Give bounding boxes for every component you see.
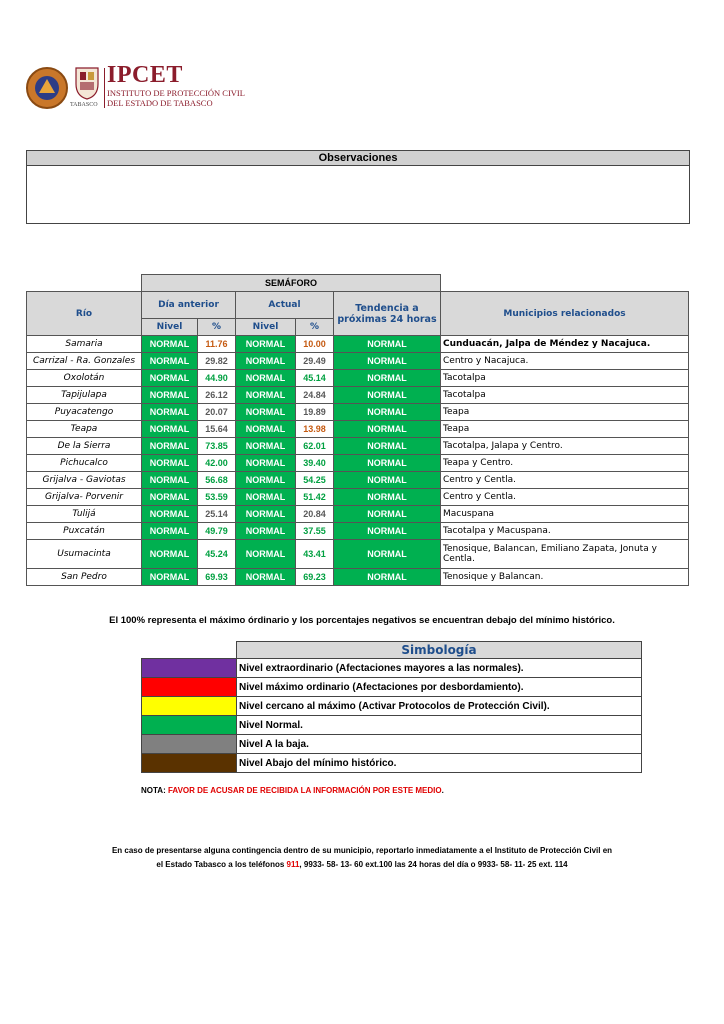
legend-swatch <box>142 754 237 773</box>
org-name-line2: DEL ESTADO DE TABASCO <box>107 98 213 108</box>
pct-anterior: 20.07 <box>198 404 236 421</box>
tendencia: NORMAL <box>334 569 441 586</box>
pct-actual: 69.23 <box>296 569 334 586</box>
table-row <box>27 421 689 438</box>
table-row <box>27 404 689 421</box>
legend-row <box>142 697 642 716</box>
pct-actual: 29.49 <box>296 353 334 370</box>
municipios: Teapa y Centro. <box>441 455 689 472</box>
nivel-anterior: NORMAL <box>142 472 198 489</box>
table-row <box>27 472 689 489</box>
legend-label: Nivel Normal. <box>237 716 642 735</box>
observaciones-title: Observaciones <box>27 151 689 166</box>
col-rio: Río <box>27 292 142 336</box>
pct-actual: 43.41 <box>296 540 334 569</box>
municipios: Centro y Centla. <box>441 489 689 506</box>
pct-actual: 20.84 <box>296 506 334 523</box>
legend-swatch <box>142 678 237 697</box>
table-row <box>27 387 689 404</box>
nota-text: FAVOR DE ACUSAR DE RECIBIDA LA INFORMACIÓN POR ESTE MEDIO <box>167 786 442 795</box>
semaforo-table <box>26 274 689 586</box>
simbologia-title: Simbología <box>237 642 642 659</box>
proteccion-civil-logo <box>26 67 68 109</box>
tendencia: NORMAL <box>334 523 441 540</box>
municipios: Tacotalpa <box>441 387 689 404</box>
observaciones-box <box>26 150 690 224</box>
river-name: Grijalva- Porvenir <box>27 489 142 506</box>
pct-anterior: 73.85 <box>198 438 236 455</box>
nivel-actual: NORMAL <box>236 353 296 370</box>
pct-actual: 24.84 <box>296 387 334 404</box>
pct-actual: 51.42 <box>296 489 334 506</box>
table-row <box>27 438 689 455</box>
legend-label: Nivel A la baja. <box>237 735 642 754</box>
footer-line2 <box>0 860 724 869</box>
legend-row <box>142 659 642 678</box>
pct-anterior: 26.12 <box>198 387 236 404</box>
nota-line <box>141 786 444 795</box>
municipios: Tacotalpa <box>441 370 689 387</box>
river-name: Tapijulapa <box>27 387 142 404</box>
pct-anterior: 56.68 <box>198 472 236 489</box>
tendencia: NORMAL <box>334 438 441 455</box>
semaforo-title: SEMÁFORO <box>142 275 441 292</box>
tendencia: NORMAL <box>334 455 441 472</box>
table-row <box>27 506 689 523</box>
legend-swatch <box>142 697 237 716</box>
pct-anterior: 69.93 <box>198 569 236 586</box>
shield-label: TABASCO <box>70 102 98 108</box>
sub-nivel-ant: Nivel <box>142 319 198 336</box>
pct-anterior: 25.14 <box>198 506 236 523</box>
pct-actual: 10.00 <box>296 336 334 353</box>
pct-actual: 37.55 <box>296 523 334 540</box>
tendencia: NORMAL <box>334 540 441 569</box>
pct-anterior: 49.79 <box>198 523 236 540</box>
legend-row <box>142 678 642 697</box>
pct-anterior: 29.82 <box>198 353 236 370</box>
legend-swatch <box>142 716 237 735</box>
nivel-actual: NORMAL <box>236 404 296 421</box>
simbologia-table <box>141 641 642 773</box>
nivel-actual: NORMAL <box>236 370 296 387</box>
col-dia-anterior: Día anterior <box>142 292 236 319</box>
river-name: Teapa <box>27 421 142 438</box>
nivel-actual: NORMAL <box>236 569 296 586</box>
pct-actual: 19.89 <box>296 404 334 421</box>
footer-line1: En caso de presentarse alguna contingencia dentro de su municipio, reportarlo inmediatamente a el Instituto de Protección Civil en <box>111 846 613 855</box>
nivel-anterior: NORMAL <box>142 353 198 370</box>
tabasco-shield-icon <box>74 64 100 100</box>
municipios: Tacotalpa, Jalapa y Centro. <box>441 438 689 455</box>
municipios: Macuspana <box>441 506 689 523</box>
nivel-anterior: NORMAL <box>142 540 198 569</box>
nivel-anterior: NORMAL <box>142 506 198 523</box>
pct-anterior: 42.00 <box>198 455 236 472</box>
legend-label: Nivel extraordinario (Afectaciones mayores a las normales). <box>237 659 642 678</box>
legend-row <box>142 754 642 773</box>
pct-anterior: 45.24 <box>198 540 236 569</box>
nivel-actual: NORMAL <box>236 506 296 523</box>
emergency-number: 911 <box>286 860 300 869</box>
river-name: De la Sierra <box>27 438 142 455</box>
nivel-actual: NORMAL <box>236 336 296 353</box>
col-actual: Actual <box>236 292 334 319</box>
nivel-anterior: NORMAL <box>142 569 198 586</box>
pct-anterior: 11.76 <box>198 336 236 353</box>
table-row <box>27 523 689 540</box>
legend-swatch <box>142 735 237 754</box>
legend-row <box>142 716 642 735</box>
pct-actual: 54.25 <box>296 472 334 489</box>
pct-actual: 13.98 <box>296 421 334 438</box>
legend-swatch <box>142 659 237 678</box>
legend-label: Nivel máximo ordinario (Afectaciones por desbordamiento). <box>237 678 642 697</box>
org-name-line1: INSTITUTO DE PROTECCIÓN CIVIL <box>107 88 245 98</box>
river-name: Pichucalco <box>27 455 142 472</box>
pct-anterior: 44.90 <box>198 370 236 387</box>
municipios: Centro y Centla. <box>441 472 689 489</box>
nivel-anterior: NORMAL <box>142 421 198 438</box>
table-row <box>27 489 689 506</box>
table-row <box>27 370 689 387</box>
tendencia: NORMAL <box>334 489 441 506</box>
municipios: Cunduacán, Jalpa de Méndez y Nacajuca. <box>441 336 689 353</box>
table-row <box>27 569 689 586</box>
municipios: Tenosique, Balancan, Emiliano Zapata, Jonuta y Centla. <box>441 540 689 569</box>
nota-suffix: . <box>441 786 444 795</box>
river-name: Tulijá <box>27 506 142 523</box>
table-row <box>27 336 689 353</box>
nivel-anterior: NORMAL <box>142 489 198 506</box>
header-divider <box>104 68 105 108</box>
river-name: Puxcatán <box>27 523 142 540</box>
municipios: Teapa <box>441 421 689 438</box>
table-row <box>27 455 689 472</box>
nivel-actual: NORMAL <box>236 387 296 404</box>
col-municipios: Municipios relacionados <box>441 292 689 336</box>
river-name: Samaria <box>27 336 142 353</box>
pct-anterior: 53.59 <box>198 489 236 506</box>
nivel-anterior: NORMAL <box>142 438 198 455</box>
nivel-anterior: NORMAL <box>142 387 198 404</box>
tendencia: NORMAL <box>334 336 441 353</box>
municipios: Teapa <box>441 404 689 421</box>
org-acronym: IPCET <box>107 62 183 88</box>
pct-actual: 39.40 <box>296 455 334 472</box>
river-name: San Pedro <box>27 569 142 586</box>
tendencia: NORMAL <box>334 387 441 404</box>
pct-actual: 45.14 <box>296 370 334 387</box>
nivel-anterior: NORMAL <box>142 370 198 387</box>
nivel-actual: NORMAL <box>236 455 296 472</box>
porcentaje-note: El 100% representa el máximo órdinario y los porcentajes negativos se encuentran debajo del mínimo histórico. <box>109 615 615 626</box>
river-name: Puyacatengo <box>27 404 142 421</box>
nivel-anterior: NORMAL <box>142 404 198 421</box>
nivel-actual: NORMAL <box>236 438 296 455</box>
nivel-actual: NORMAL <box>236 472 296 489</box>
nivel-anterior: NORMAL <box>142 523 198 540</box>
sub-pct-act: % <box>296 319 334 336</box>
municipios: Tenosique y Balancan. <box>441 569 689 586</box>
table-row <box>27 353 689 370</box>
nivel-actual: NORMAL <box>236 523 296 540</box>
tendencia: NORMAL <box>334 353 441 370</box>
municipios: Tacotalpa y Macuspana. <box>441 523 689 540</box>
river-name: Carrizal - Ra. Gonzales <box>27 353 142 370</box>
tendencia: NORMAL <box>334 472 441 489</box>
col-tendencia: Tendencia a próximas 24 horas <box>334 292 441 336</box>
river-name: Usumacinta <box>27 540 142 569</box>
municipios: Centro y Nacajuca. <box>441 353 689 370</box>
nivel-anterior: NORMAL <box>142 455 198 472</box>
river-name: Grijalva - Gaviotas <box>27 472 142 489</box>
nivel-anterior: NORMAL <box>142 336 198 353</box>
nivel-actual: NORMAL <box>236 489 296 506</box>
river-name: Oxolotán <box>27 370 142 387</box>
legend-row <box>142 735 642 754</box>
table-row <box>27 540 689 569</box>
legend-label: Nivel Abajo del mínimo histórico. <box>237 754 642 773</box>
nota-prefix: NOTA: <box>141 786 168 795</box>
tendencia: NORMAL <box>334 421 441 438</box>
tendencia: NORMAL <box>334 506 441 523</box>
footer-line2-a: el Estado Tabasco a los teléfonos <box>156 860 287 869</box>
sub-nivel-act: Nivel <box>236 319 296 336</box>
sub-pct-ant: % <box>198 319 236 336</box>
footer-line2-b: , 9933- 58- 13- 60 ext.100 las 24 horas del día o 9933- 58- 11- 25 ext. 114 <box>299 860 568 869</box>
pct-actual: 62.01 <box>296 438 334 455</box>
tendencia: NORMAL <box>334 404 441 421</box>
tendencia: NORMAL <box>334 370 441 387</box>
pct-anterior: 15.64 <box>198 421 236 438</box>
nivel-actual: NORMAL <box>236 421 296 438</box>
nivel-actual: NORMAL <box>236 540 296 569</box>
legend-label: Nivel cercano al máximo (Activar Protocolos de Protección Civil). <box>237 697 642 716</box>
